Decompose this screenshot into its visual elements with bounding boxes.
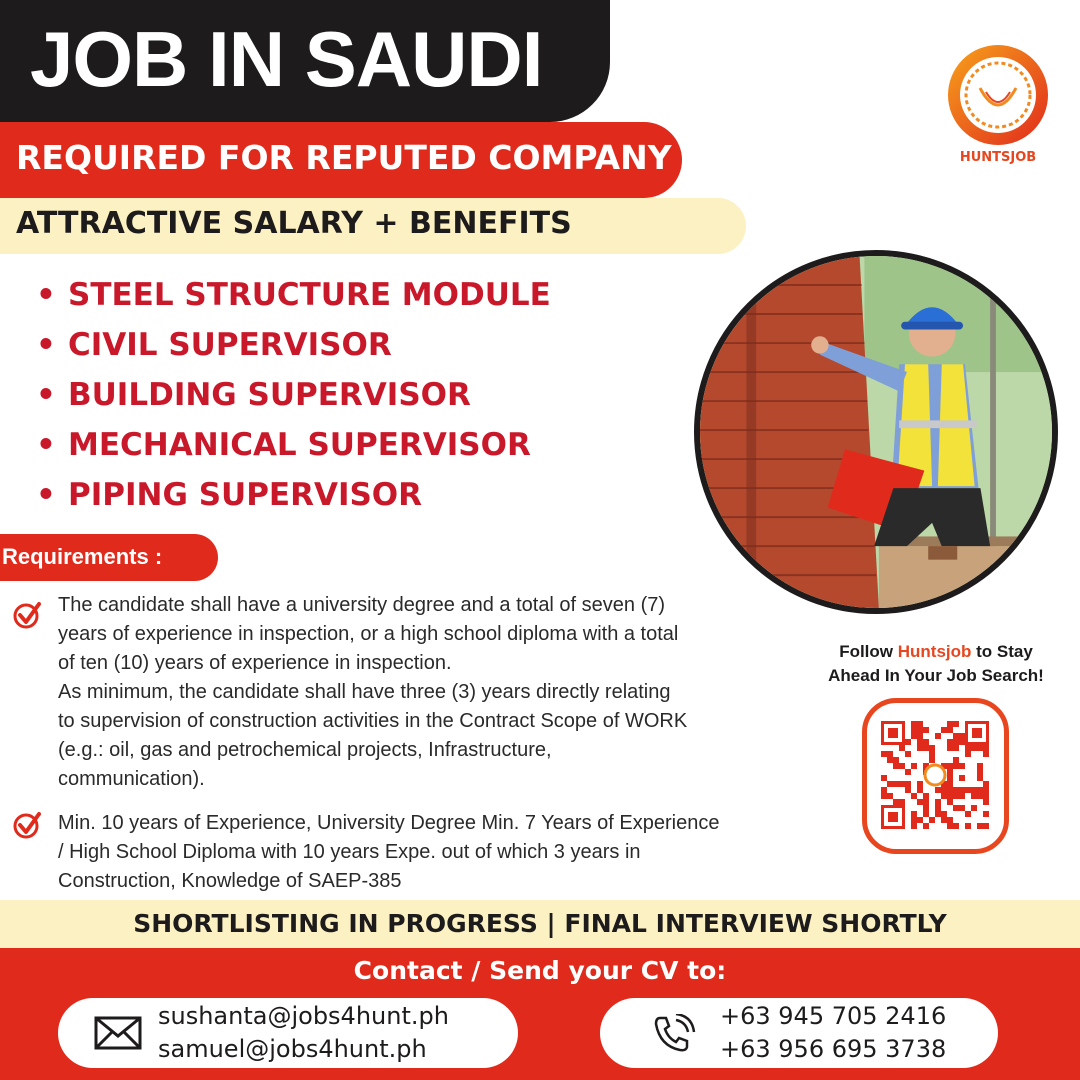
qr-module	[917, 727, 923, 733]
qr-module	[929, 745, 935, 751]
requirement-item	[58, 809, 798, 896]
qr-module	[899, 781, 905, 787]
position-label: STEEL STRUCTURE MODULE	[68, 277, 551, 313]
qr-module	[917, 745, 923, 751]
qr-module	[941, 811, 947, 817]
qr-module	[935, 787, 941, 793]
requirements-heading	[0, 534, 218, 581]
supervisor-photo	[694, 250, 1058, 614]
position-label: BUILDING SUPERVISOR	[68, 377, 471, 413]
qr-code[interactable]	[862, 698, 1009, 854]
shortlist-text: SHORTLISTING IN PROGRESS | FINAL INTERVIEW SHORTLY	[133, 909, 947, 938]
contact-section	[0, 948, 1080, 1080]
qr-module	[923, 799, 929, 805]
qr-code-icon	[867, 703, 1004, 849]
qr-module	[911, 727, 917, 733]
qr-module	[971, 787, 977, 793]
qr-module	[977, 745, 983, 751]
qr-module	[911, 817, 917, 823]
email-pill	[58, 998, 518, 1068]
logo-label: HUNTSJOB	[959, 150, 1037, 165]
worker-illustration	[700, 256, 1052, 608]
qr-module	[977, 775, 983, 781]
qr-module	[905, 751, 911, 757]
qr-module	[923, 823, 929, 829]
qr-module	[953, 757, 959, 763]
salary-banner	[0, 198, 746, 254]
qr-module	[983, 811, 989, 817]
qr-module	[941, 787, 947, 793]
qr-module	[947, 781, 953, 787]
requirement-line: years of experience in inspection, or a high school diploma with a total	[58, 623, 679, 645]
subtitle: REQUIRED FOR REPUTED COMPANY	[16, 138, 672, 177]
qr-module	[965, 745, 971, 751]
requirement-line: Construction, Knowledge of SAEP-385	[58, 870, 402, 892]
qr-module	[947, 793, 953, 799]
qr-module	[983, 751, 989, 757]
requirement-line: As minimum, the candidate shall have three (3) years directly relating	[58, 681, 671, 703]
bullet-icon: •	[36, 277, 56, 313]
qr-module	[923, 811, 929, 817]
qr-module	[881, 793, 887, 799]
positions-list	[36, 274, 551, 524]
qr-module	[917, 799, 923, 805]
qr-module	[977, 823, 983, 829]
qr-module	[965, 823, 971, 829]
qr-module	[905, 739, 911, 745]
qr-module	[947, 721, 953, 727]
qr-module	[971, 805, 977, 811]
qr-module	[959, 787, 965, 793]
qr-module	[911, 793, 917, 799]
qr-module	[893, 763, 899, 769]
qr-module	[947, 745, 953, 751]
position-label: MECHANICAL SUPERVISOR	[68, 427, 531, 463]
list-item	[36, 474, 551, 524]
qr-module	[959, 733, 965, 739]
qr-module	[953, 787, 959, 793]
qr-module	[935, 805, 941, 811]
qr-module	[983, 781, 989, 787]
qr-module	[959, 763, 965, 769]
list-item	[36, 274, 551, 324]
qr-module	[893, 757, 899, 763]
qr-module	[911, 721, 917, 727]
qr-module	[911, 811, 917, 817]
requirement-line: The candidate shall have a university degree and a total of seven (7)	[58, 594, 666, 616]
qr-module	[905, 781, 911, 787]
email-link[interactable]: samuel@jobs4hunt.ph	[158, 1035, 427, 1063]
qr-module	[917, 781, 923, 787]
qr-module	[941, 727, 947, 733]
qr-module	[947, 727, 953, 733]
qr-module	[888, 728, 898, 738]
qr-module	[911, 763, 917, 769]
follow-callout	[808, 640, 1064, 688]
envelope-icon	[94, 1016, 142, 1050]
check-circle-icon	[12, 810, 42, 840]
list-item	[36, 424, 551, 474]
follow-prefix: Follow	[839, 642, 898, 661]
qr-module	[917, 721, 923, 727]
qr-module	[947, 817, 953, 823]
list-item	[36, 374, 551, 424]
qr-module	[888, 812, 898, 822]
qr-center-logo	[925, 765, 945, 785]
qr-module	[881, 751, 887, 757]
qr-module	[953, 805, 959, 811]
qr-module	[947, 769, 953, 775]
follow-suffix: to Stay	[971, 642, 1033, 661]
qr-module	[971, 745, 977, 751]
qr-module	[972, 728, 982, 738]
qr-module	[959, 739, 965, 745]
qr-module	[965, 811, 971, 817]
qr-module	[917, 733, 923, 739]
qr-module	[959, 775, 965, 781]
qr-module	[965, 787, 971, 793]
qr-module	[929, 751, 935, 757]
qr-module	[917, 739, 923, 745]
qr-module	[923, 805, 929, 811]
position-label: CIVIL SUPERVISOR	[68, 327, 392, 363]
requirement-item	[58, 591, 798, 794]
qr-module	[965, 751, 971, 757]
follow-line2: Ahead In Your Job Search!	[828, 666, 1044, 685]
qr-module	[899, 763, 905, 769]
qr-module	[947, 739, 953, 745]
qr-module	[881, 787, 887, 793]
title-banner	[0, 0, 610, 122]
qr-module	[953, 733, 959, 739]
qr-module	[977, 763, 983, 769]
qr-module	[977, 787, 983, 793]
qr-module	[947, 799, 953, 805]
huntsjob-logo	[940, 40, 1056, 170]
qr-module	[893, 799, 899, 805]
qr-module	[953, 721, 959, 727]
position-label: PIPING SUPERVISOR	[68, 477, 423, 513]
salary-tagline: ATTRACTIVE SALARY + BENEFITS	[16, 206, 572, 241]
qr-module	[953, 745, 959, 751]
phone-pill	[600, 998, 998, 1068]
qr-module	[947, 763, 953, 769]
qr-module	[917, 817, 923, 823]
requirement-line: of ten (10) years of experience in inspection.	[58, 652, 452, 674]
qr-module	[923, 727, 929, 733]
check-circle-icon	[12, 600, 42, 630]
bullet-icon: •	[36, 427, 56, 463]
qr-module	[953, 763, 959, 769]
qr-module	[983, 793, 989, 799]
qr-module	[899, 799, 905, 805]
contact-title: Contact / Send your CV to:	[353, 956, 727, 985]
qr-module	[911, 733, 917, 739]
requirement-line: / High School Diploma with 10 years Expe. out of which 3 years in	[58, 841, 641, 863]
qr-module	[905, 787, 911, 793]
qr-module	[953, 739, 959, 745]
qr-module	[941, 817, 947, 823]
qr-module	[935, 733, 941, 739]
qr-module	[977, 793, 983, 799]
qr-module	[917, 787, 923, 793]
qr-module	[899, 745, 905, 751]
qr-module	[953, 823, 959, 829]
bullet-icon: •	[36, 477, 56, 513]
qr-module	[887, 793, 893, 799]
qr-module	[923, 745, 929, 751]
requirement-line: communication).	[58, 768, 205, 790]
qr-module	[881, 775, 887, 781]
page-title: JOB IN SAUDI	[30, 15, 543, 103]
qr-module	[923, 793, 929, 799]
requirements-heading-label: Requirements :	[2, 544, 163, 569]
qr-module	[953, 793, 959, 799]
qr-module	[887, 781, 893, 787]
requirement-line: to supervision of construction activities in the Contract Scope of WORK	[58, 710, 688, 732]
qr-module	[887, 757, 893, 763]
qr-module	[983, 745, 989, 751]
bullet-icon: •	[36, 327, 56, 363]
qr-module	[941, 793, 947, 799]
phone-link[interactable]: +63 956 695 3738	[720, 1035, 947, 1063]
qr-module	[977, 769, 983, 775]
bullet-icon: •	[36, 377, 56, 413]
qr-module	[959, 793, 965, 799]
qr-module	[887, 751, 893, 757]
follow-brand[interactable]: Huntsjob	[897, 642, 972, 661]
qr-module	[929, 817, 935, 823]
qr-module	[911, 823, 917, 829]
qr-module	[947, 775, 953, 781]
qr-module	[983, 787, 989, 793]
requirement-line: Min. 10 years of Experience, University Degree Min. 7 Years of Experience	[58, 812, 720, 834]
qr-module	[935, 811, 941, 817]
qr-module	[971, 793, 977, 799]
qr-module	[947, 823, 953, 829]
qr-module	[935, 799, 941, 805]
phone-link[interactable]: +63 945 705 2416	[720, 1002, 947, 1030]
phone-icon	[652, 1014, 696, 1054]
qr-module	[947, 787, 953, 793]
list-item	[36, 324, 551, 374]
shortlist-banner	[0, 900, 1080, 948]
qr-module	[983, 799, 989, 805]
qr-module	[923, 739, 929, 745]
logo-ring-icon	[940, 40, 1056, 150]
qr-module	[983, 823, 989, 829]
subtitle-banner	[0, 122, 682, 198]
requirement-line: (e.g.: oil, gas and petrochemical projects, Infrastructure,	[58, 739, 552, 761]
qr-module	[905, 769, 911, 775]
qr-module	[893, 781, 899, 787]
qr-module	[959, 805, 965, 811]
email-link[interactable]: sushanta@jobs4hunt.ph	[158, 1002, 449, 1030]
qr-module	[929, 757, 935, 763]
